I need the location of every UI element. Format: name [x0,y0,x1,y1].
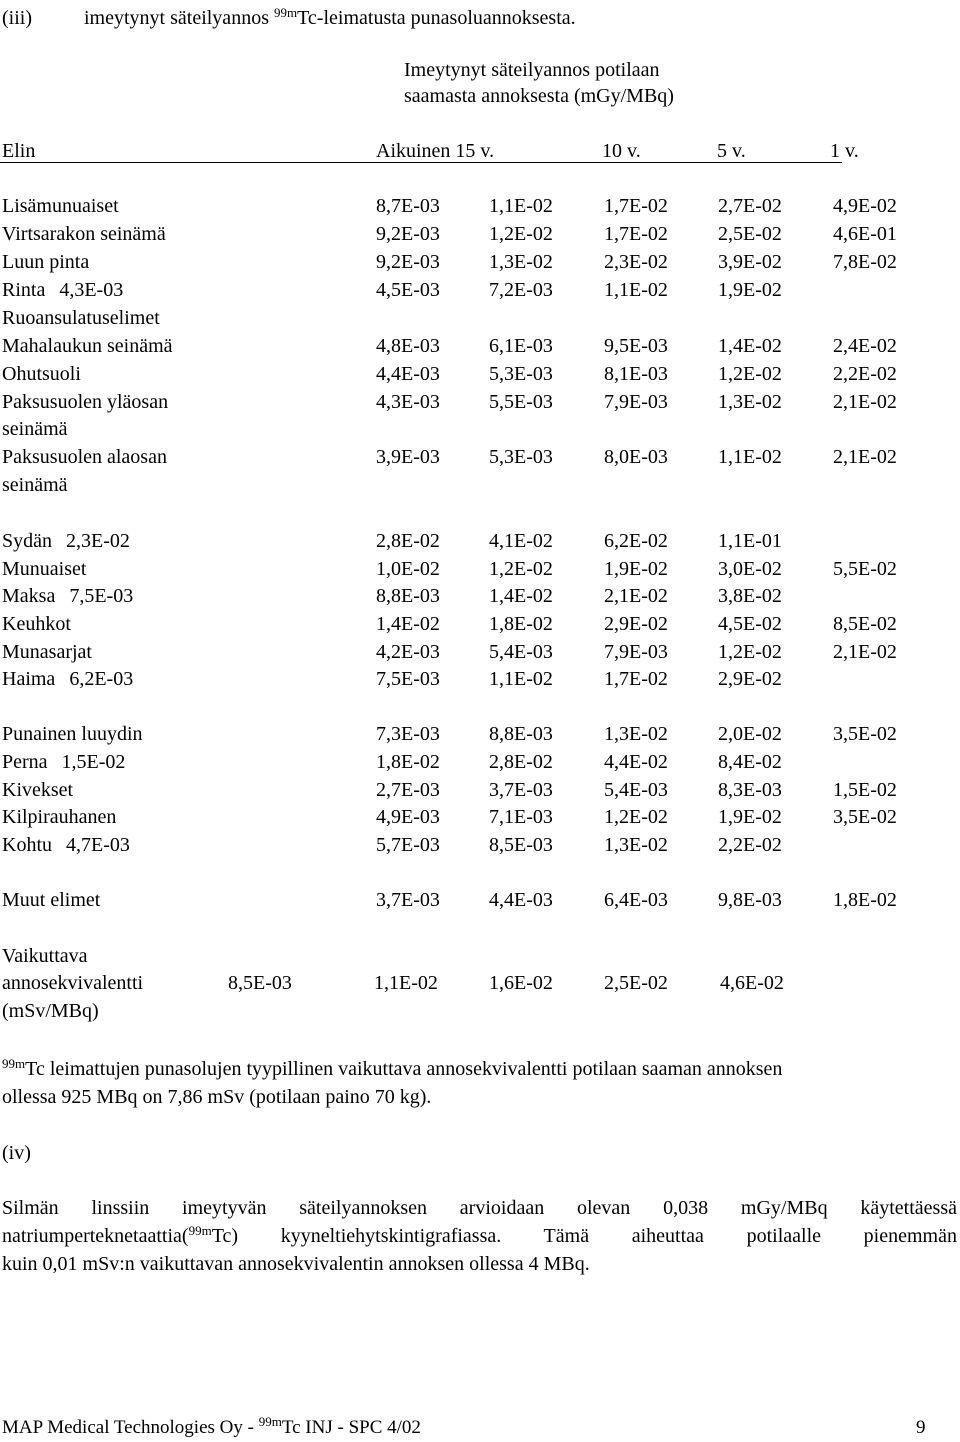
table-row-label: Munuaiset [2,558,87,580]
column-header-10y: 10 v. [602,140,641,162]
table-row-label: Paksusuolen yläosan [2,391,169,413]
effective-dose-label-line1: Vaikuttava [2,945,88,967]
table-cell-value: 1,2E-02 [718,641,782,663]
table-cell-value: 1,2E-02 [604,806,668,828]
table-cell-value: 7,8E-02 [833,251,897,273]
table-cell-value: 2,8E-02 [376,530,440,552]
table-row-label: Sydän [2,530,52,552]
table-cell-value: 7,9E-03 [604,641,668,663]
footer-text [2,1416,421,1440]
table-row-label: Maksa [2,585,56,607]
table-cell-value: 1,4E-02 [718,335,782,357]
table-cell-value: 3,7E-03 [489,779,553,801]
table-row-label: Mahalaukun seinämä [2,335,173,357]
table-row-label: Muut elimet [2,889,101,911]
table-row-label: Keuhkot [2,613,71,635]
footer-text-pre: MAP Medical Technologies Oy - [2,1417,259,1438]
table-cell-value: 5,5E-03 [489,391,553,413]
note-superscript: 99m [2,1056,26,1071]
section-heading [84,6,576,30]
effective-dose-label-line3: (mSv/MBq) [2,1000,99,1022]
table-row-label: Virtsarakon seinämä [2,223,166,245]
table-cell-value: 1,9E-02 [718,279,782,301]
section-iv-line2-pre: natriumperteknetaattia( [2,1225,189,1247]
table-row-label: Kivekset [2,779,74,801]
table-cell-value: 1,1E-02 [718,446,782,468]
table-cell-value: 3,9E-03 [376,446,440,468]
effective-dose-value-5y: 2,5E-02 [604,972,668,994]
section-iv-line2 [2,1222,957,1250]
table-group-header-line1: Imeytynyt säteilyannos potilaan [404,59,660,81]
table-cell-value: 1,8E-02 [489,613,553,635]
table-cell-value: 4,4E-03 [376,363,440,385]
column-header-1y: 1 v. [830,140,859,162]
table-cell-value: 1,1E-02 [489,195,553,217]
table-cell-value: 8,5E-03 [489,834,553,856]
table-row-label: Perna [2,751,48,773]
column-header-5y: 5 v. [717,140,746,162]
table-cell-value: 6,2E-02 [604,530,668,552]
table-cell-value: 2,1E-02 [833,446,897,468]
table-cell-value: 7,2E-03 [489,279,553,301]
note-line2: ollessa 925 MBq on 7,86 mSv (potilaan paino 70 kg). [2,1086,432,1108]
table-cell-value: 2,2E-02 [718,834,782,856]
table-row-label: Paksusuolen alaosan [2,446,167,468]
table-row-label: Ohutsuoli [2,363,81,385]
table-cell-value: 3,8E-02 [718,585,782,607]
table-row-label: Haima [2,668,56,690]
table-cell-value: 1,8E-02 [376,751,440,773]
table-cell-value: 5,7E-03 [376,834,440,856]
table-cell-value: 2,4E-02 [833,335,897,357]
table-cell-value: 1,5E-02 [833,779,897,801]
table-cell-value: 1,3E-02 [718,391,782,413]
table-cell-value: 6,1E-03 [489,335,553,357]
table-cell-value: 1,0E-02 [376,558,440,580]
table-cell-value: 9,2E-03 [376,251,440,273]
table-cell-value: 1,7E-02 [604,195,668,217]
table-cell-value: 9,2E-03 [376,223,440,245]
table-row-label: Munasarjat [2,641,92,663]
table-cell-value: 1,1E-02 [604,279,668,301]
table-cell-value: 1,7E-02 [604,223,668,245]
effective-dose-value-15y: 1,1E-02 [374,972,438,994]
section-iv-line3: kuin 0,01 mSv:n vaikuttavan annosekvivalentin annoksen ollessa 4 MBq. [2,1253,590,1275]
table-cell-value: 4,2E-03 [376,641,440,663]
footer-text-post: Tc INJ - SPC 4/02 [281,1417,421,1438]
table-cell-value: 4,1E-02 [489,530,553,552]
table-cell-value: 5,4E-03 [489,641,553,663]
table-cell-value: 7,3E-03 [376,723,440,745]
table-cell-value: 2,0E-02 [718,723,782,745]
table-cell-value: 4,5E-03 [376,279,440,301]
page-number: 9 [916,1417,926,1438]
table-cell-value: 3,7E-03 [376,889,440,911]
table-cell-value: 1,7E-02 [604,668,668,690]
table-cell-value: 1,1E-01 [718,530,782,552]
table-cell-value: 2,7E-03 [376,779,440,801]
effective-dose-value-1y: 4,6E-02 [720,972,784,994]
table-cell-value: 9,5E-03 [604,335,668,357]
table-cell-value: 1,9E-02 [604,558,668,580]
heading-text: imeytynyt säteilyannos [84,7,274,29]
table-cell-value: 3,5E-02 [833,806,897,828]
table-row-label: seinämä [2,474,68,496]
header-rule [0,162,842,163]
table-cell-value: 4,6E-01 [833,223,897,245]
table-cell-value: 1,2E-02 [489,223,553,245]
table-cell-value: 6,4E-03 [604,889,668,911]
table-cell-value: 7,1E-03 [489,806,553,828]
table-cell-value: 4,4E-02 [604,751,668,773]
table-cell-value: 1,4E-02 [489,585,553,607]
table-cell-value: 1,4E-02 [376,613,440,635]
table-cell-value: 2,9E-02 [718,668,782,690]
table-cell-value: 2,7E-02 [718,195,782,217]
table-cell-value: 1,3E-02 [489,251,553,273]
note-text: Tc leimattujen punasolujen tyypillinen vaikuttava annosekvivalentti potilaan saaman annoksen [25,1058,783,1080]
table-row-label: Lisämunuaiset [2,195,119,217]
table-cell-value: 2,5E-02 [718,223,782,245]
table-cell-value: 7,5E-03 [376,668,440,690]
section-marker-iii: (iii) [2,7,32,29]
table-cell-value: 3,9E-02 [718,251,782,273]
table-cell-value: 2,1E-02 [604,585,668,607]
effective-dose-value-10y: 1,6E-02 [489,972,553,994]
table-row-inline-value: 2,3E-02 [66,530,130,552]
table-cell-value: 5,4E-03 [604,779,668,801]
section-iv-paragraph [2,1194,957,1278]
table-row-label: Kilpirauhanen [2,806,117,828]
table-cell-value: 2,1E-02 [833,641,897,663]
table-cell-value: 8,0E-03 [604,446,668,468]
heading-text-rest: Tc-leimatusta punasoluannoksesta. [297,7,576,29]
table-cell-value: 2,2E-02 [833,363,897,385]
heading-superscript: 99m [273,5,298,20]
table-cell-value: 5,3E-03 [489,363,553,385]
table-cell-value: 8,8E-03 [489,723,553,745]
table-cell-value: 3,5E-02 [833,723,897,745]
section-iv-line1: Silmän linssiin imeytyvän säteilyannoksen arvioidaan olevan 0,038 mGy/MBq käytettäessä [2,1197,957,1219]
table-cell-value: 4,5E-02 [718,613,782,635]
table-cell-value: 4,4E-03 [489,889,553,911]
section-iv-superscript: 99m [188,1223,212,1238]
table-cell-value: 1,2E-02 [489,558,553,580]
section-iv-line2-post: Tc) kyyneltiehytskintigrafiassa. Tämä aiheuttaa potilaalle pienemmän [211,1225,957,1247]
table-cell-value: 8,7E-03 [376,195,440,217]
table-row-label: Rinta [2,279,46,301]
section-marker-iv: (iv) [2,1142,31,1164]
table-row-label: Luun pinta [2,251,90,273]
table-cell-value: 1,8E-02 [833,889,897,911]
table-cell-value: 8,1E-03 [604,363,668,385]
table-group-header-line2: saamasta annoksesta (mGy/MBq) [404,85,674,107]
table-cell-value: 5,5E-02 [833,558,897,580]
table-row-inline-value: 6,2E-03 [69,668,134,690]
table-cell-value: 9,8E-03 [718,889,782,911]
table-row-inline-value: 1,5E-02 [61,751,126,773]
table-cell-value: 1,3E-02 [604,834,668,856]
table-cell-value: 2,1E-02 [833,391,897,413]
table-cell-value: 2,8E-02 [489,751,553,773]
table-cell-value: 8,4E-02 [718,751,782,773]
table-cell-value: 7,9E-03 [604,391,668,413]
table-cell-value: 3,0E-02 [718,558,782,580]
table-row-label: seinämä [2,418,68,440]
table-cell-value: 8,3E-03 [718,779,782,801]
table-row-inline-value: 4,3E-03 [59,279,124,301]
table-cell-value: 4,9E-03 [376,806,440,828]
table-row-label: Punainen luuydin [2,723,143,745]
effective-dose-value-adult: 8,5E-03 [228,972,292,994]
table-cell-value: 1,3E-02 [604,723,668,745]
table-cell-value: 2,3E-02 [604,251,668,273]
table-cell-value: 8,5E-02 [833,613,897,635]
table-row-inline-value: 4,7E-03 [66,834,130,856]
table-row-label: Kohtu [2,834,52,856]
table-cell-value: 1,2E-02 [718,363,782,385]
note-line1 [2,1057,782,1081]
table-cell-value: 5,3E-03 [489,446,553,468]
table-row-label: Ruoansulatuselimet [2,307,160,329]
table-cell-value: 4,8E-03 [376,335,440,357]
table-cell-value: 1,1E-02 [489,668,553,690]
table-cell-value: 2,9E-02 [604,613,668,635]
table-cell-value: 4,3E-03 [376,391,440,413]
column-header-adult: Aikuinen 15 v. [376,140,495,162]
table-cell-value: 4,9E-02 [833,195,897,217]
footer-superscript: 99m [258,1414,282,1429]
table-cell-value: 1,9E-02 [718,806,782,828]
column-header-organ: Elin [2,140,36,162]
table-cell-value: 8,8E-03 [376,585,440,607]
table-row-inline-value: 7,5E-03 [69,585,134,607]
effective-dose-label-line2: annosekvivalentti [2,972,144,994]
